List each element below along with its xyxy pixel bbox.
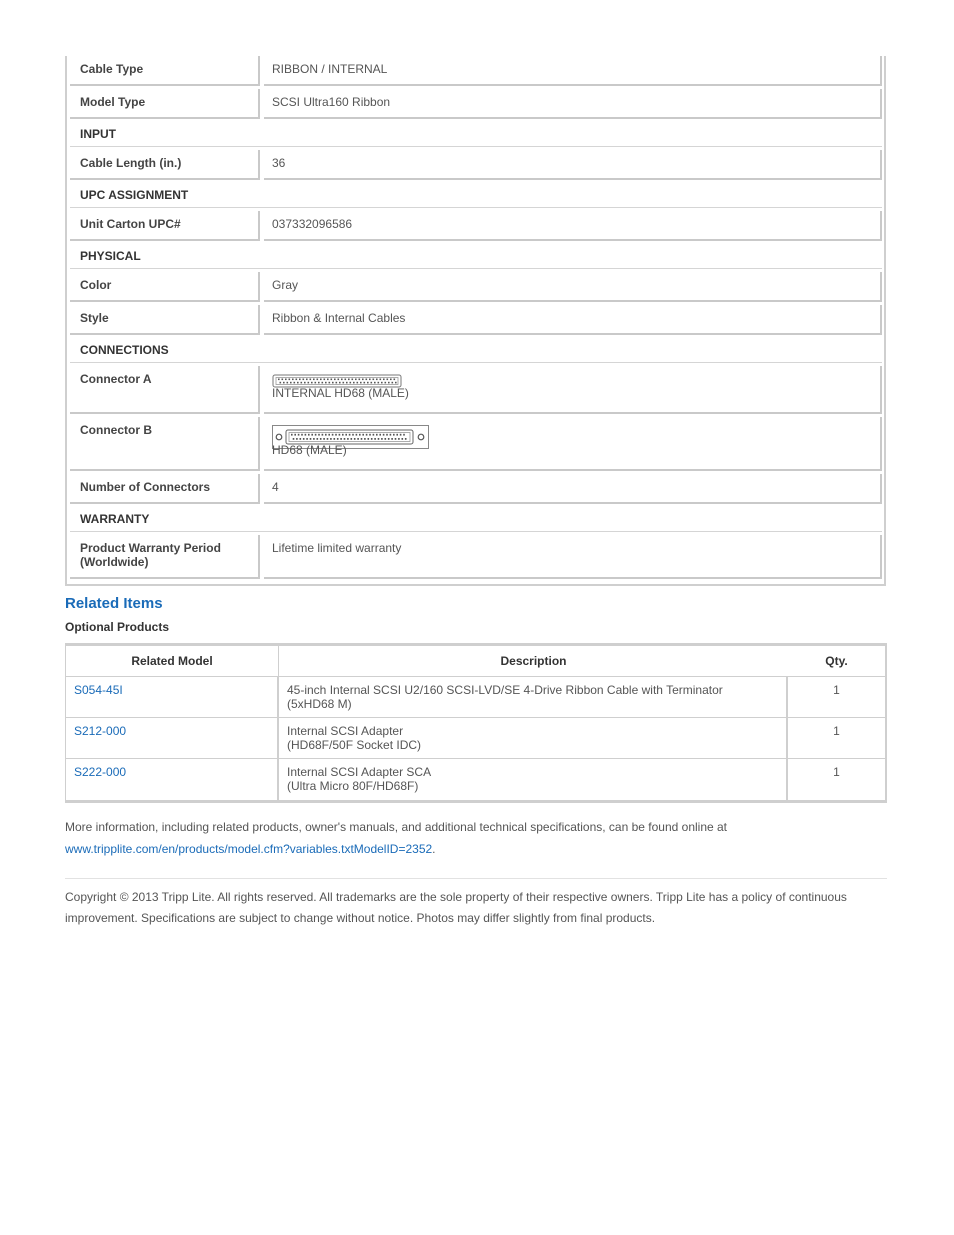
spec-label: Unit Carton UPC# [70,211,260,241]
spec-label: Number of Connectors [70,474,260,504]
header-related-model: Related Model [66,646,279,676]
spec-label: Model Type [70,89,260,119]
related-products-table [65,643,887,803]
description-line: 45-inch Internal SCSI U2/160 SCSI-LVD/SE 4-Drive Ribbon Cable with Terminator [287,683,723,697]
spec-value: 36 [264,150,882,180]
spec-row-warranty-period [70,535,882,579]
spec-row-cable-length [70,150,882,180]
connector-b-text: HD68 (MALE) [272,443,347,457]
section-heading-warranty: WARRANTY [70,507,882,532]
description-line: Internal SCSI Adapter [287,724,404,738]
spec-label: Product Warranty Period (Worldwide) [70,535,260,579]
model-link[interactable]: S212-000 [74,724,127,738]
spec-value: Lifetime limited warranty [264,535,882,579]
spec-value: 037332096586 [264,211,882,241]
link-suffix: . [432,842,436,856]
description-line: (5xHD68 M) [287,697,352,711]
spec-label: Cable Type [70,56,260,86]
spec-value [264,366,882,414]
spec-row-number-of-connectors [70,474,882,504]
spec-row-cable-type [70,56,882,86]
spec-value: SCSI Ultra160 Ribbon [264,89,882,119]
spec-row-upc [70,211,882,241]
qty-cell: 1 [833,765,840,779]
spec-row-model-type [70,89,882,119]
spec-table [65,56,886,586]
table-header [66,646,885,677]
model-link[interactable]: S222-000 [74,765,127,779]
section-heading-connections: CONNECTIONS [70,338,882,363]
model-cell [66,718,279,758]
model-link[interactable]: S054-45I [74,683,123,697]
spec-label: Connector B [70,417,260,471]
section-heading-input: INPUT [70,122,882,147]
qty-cell: 1 [833,724,840,738]
description-cell [279,718,788,758]
optional-products-subtitle: Optional Products [65,620,170,634]
divider [65,878,887,879]
section-heading-physical: PHYSICAL [70,244,882,269]
connector-a-text: INTERNAL HD68 (MALE) [272,386,409,400]
spec-label: Color [70,272,260,302]
spec-label: Connector A [70,366,260,414]
more-info-link-line [65,838,887,860]
related-items-title: Related Items [65,595,163,612]
description-line: Internal SCSI Adapter SCA [287,765,432,779]
spec-value: Gray [264,272,882,302]
spec-value: Ribbon & Internal Cables [264,305,882,335]
more-info-text: More information, including related products, owner's manuals, and additional technical specifications, can be found online at [65,820,728,834]
description-line: (Ultra Micro 80F/HD68F) [287,779,419,793]
header-description: Description [500,654,567,668]
spec-value: RIBBON / INTERNAL [264,56,882,86]
spec-row-connector-b [70,417,882,471]
spec-row-connector-a [70,366,882,414]
model-cell [66,759,279,800]
spec-row-color [70,272,882,302]
spec-row-style [70,305,882,335]
model-cell [66,677,279,717]
spec-label: Style [70,305,260,335]
product-page-link[interactable]: www.tripplite.com/en/products/model.cfm?variables.txtModelID=2352 [65,842,433,856]
copyright-notice: Copyright © 2013 Tripp Lite. All rights reserved. All trademarks are the sole property of their respective owners. Tripp Lite has a policy of continuous improvement. Specifications are subject to change without notice. Photos may differ slightly from final products. [65,890,847,925]
table-row [66,759,885,800]
more-info-paragraph [65,816,887,860]
table-row [66,677,885,718]
header-qty: Qty. [825,654,848,668]
description-cell [279,759,788,800]
description-line: (HD68F/50F Socket IDC) [287,738,422,752]
description-cell [279,677,788,717]
spec-label: Cable Length (in.) [70,150,260,180]
table-row [66,718,885,759]
spec-value [264,417,882,471]
spec-value: 4 [264,474,882,504]
qty-cell: 1 [833,683,840,697]
section-heading-upc: UPC ASSIGNMENT [70,183,882,208]
